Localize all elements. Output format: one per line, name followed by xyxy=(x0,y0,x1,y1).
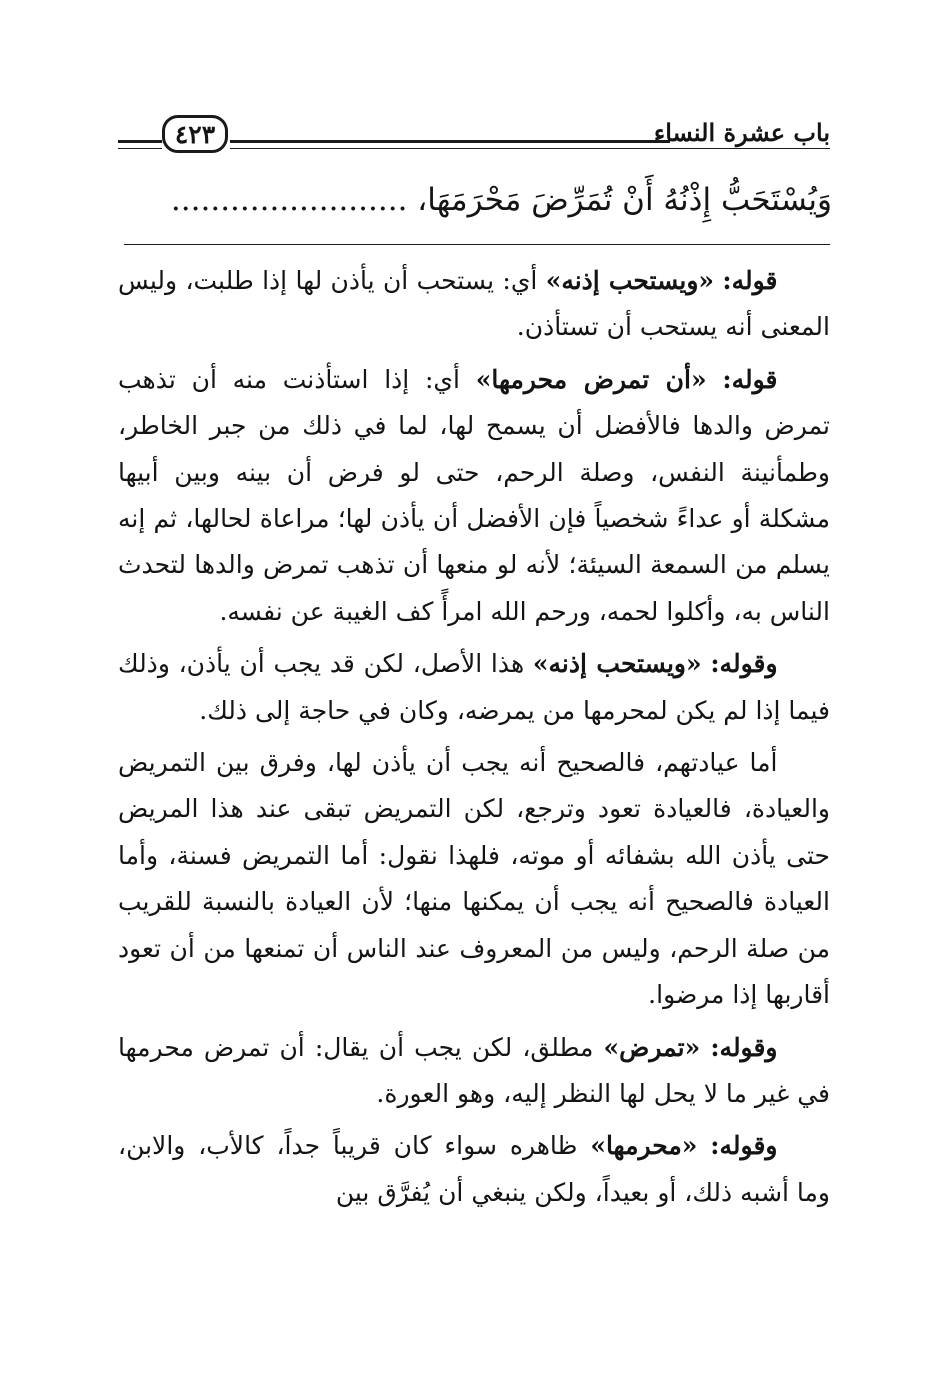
header-rule-left-bottom xyxy=(118,148,162,149)
paragraph-label: قوله: xyxy=(722,364,778,394)
paragraph-quote: «تمرض» xyxy=(603,1032,701,1062)
paragraph xyxy=(118,258,830,351)
paragraph xyxy=(118,1025,830,1118)
matn-text: وَيُسْتَحَبُّ إِذْنُهُ أَنْ تُمَرِّضَ مَحْرَمَهَا، xyxy=(417,182,832,218)
paragraph-text: ظاهره سواء كان قريباً جداً، كالأب، والابن، وما أشبه ذلك، أو بعيداً، ولكن ينبغي أن يُفرَّق بين xyxy=(118,1131,830,1207)
paragraph-label: وقوله: xyxy=(710,1032,778,1062)
chapter-title: باب عشرة النساء xyxy=(653,118,830,147)
paragraph-label: قوله: xyxy=(722,266,778,295)
header-rule-left-top xyxy=(118,140,162,143)
paragraph-quote: «محرمها» xyxy=(590,1131,698,1161)
paragraph-text: أي: إذا استأذنت منه أن تذهب تمرض والدها فالأفضل أن يسمح لها، لما في ذلك من جبر الخاطر، وطمأنينة النفس، وصلة الرحم، حتى لو فرض أن بينه وبين أبيها مشكلة أو عداءً شخصياً فإن الأفضل أن يأذن لها؛ مراعاة لحالها، ثم إنه يسلم من السمعة السيئة؛ لأنه لو منعها أن تذهب تمرض والدها لتحدث الناس به، وأكلوا لحمه، ورحم الله امرأً كف الغيبة عن نفسه. xyxy=(118,364,830,626)
paragraph-label: وقوله: xyxy=(710,649,778,679)
commentary xyxy=(118,258,830,1222)
paragraph-text: أما عيادتهم، فالصحيح أنه يجب أن يأذن لها، وفرق بين التمريض والعيادة، فالعيادة تعود وترجع، لكن التمريض تبقى عند هذا المريض حتى يأذن الله بشفائه أو موته، فلهذا نقول: أما التمريض فسنة، وأما العيادة فالصحيح أنه يجب أن يمكنها منها؛ لأن العيادة بالنسبة للقريب من صلة الرحم، وليس من المعروف عند الناس أن تمنعها من أن تعود أقاربها إذا مرضوا. xyxy=(118,748,830,1010)
matn-divider xyxy=(124,244,830,245)
header-rule-top xyxy=(230,140,670,143)
paragraph-text: أي: يستحب أن يأذن لها إذا طلبت، وليس المعنى أنه يستحب أن تستأذن. xyxy=(118,266,830,342)
paragraph-text: مطلق، لكن يجب أن يقال: أن تمرض محرمها في غير ما لا يحل لها النظر إليه، وهو العورة. xyxy=(118,1032,830,1108)
matn-line xyxy=(112,170,832,230)
paragraph-text: هذا الأصل، لكن قد يجب أن يأذن، وذلك فيما إذا لم يكن لمحرمها من يمرضه، وكان في حاجة إلى ذلك. xyxy=(118,649,830,725)
paragraph xyxy=(118,740,830,1018)
header-rule-bottom xyxy=(230,148,830,149)
paragraph-label: وقوله: xyxy=(710,1131,778,1161)
paragraph-quote: «أن تمرض محرمها» xyxy=(475,364,707,394)
paragraph xyxy=(118,641,830,734)
matn-dots: ........................ xyxy=(170,182,408,218)
paragraph-quote: «ويستحب إذنه» xyxy=(545,266,715,295)
paragraph xyxy=(118,357,830,635)
page-number-box xyxy=(162,115,228,153)
paragraph-quote: «ويستحب إذنه» xyxy=(532,649,702,679)
paragraph xyxy=(118,1123,830,1216)
page-number: ٤٢٣ xyxy=(174,119,216,149)
